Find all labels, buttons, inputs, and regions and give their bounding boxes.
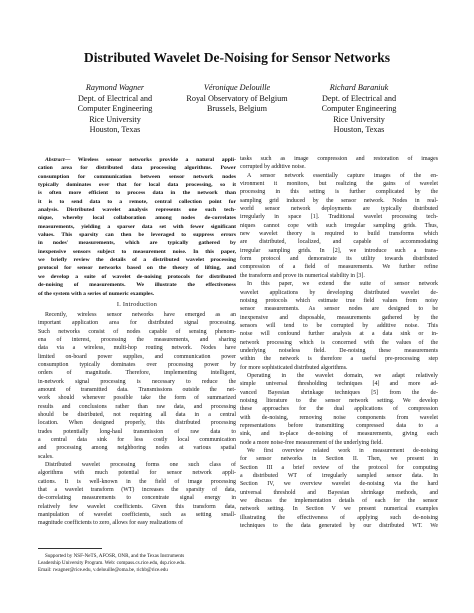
text-line: In this paper, we extend the suite of sensor network xyxy=(247,281,438,288)
text-line: inexpensive and disposable, measurements gathered by the xyxy=(240,314,438,321)
text-line: vironment it monitors, but realizing the gains of wavelet xyxy=(240,181,438,188)
text-line: with de-noising, removing noise components from wavelet xyxy=(240,414,438,421)
text-line: sampling grid induced by the sensor network. Nodes in real- xyxy=(240,197,438,204)
author-affiliation-line: Houston, Texas xyxy=(333,125,385,135)
text-line: relatively few wavelet coefficients. Given this transform data, xyxy=(38,503,236,510)
text-line: a central data sink for less costly local communication xyxy=(38,437,236,443)
paragraph xyxy=(240,172,438,280)
text-line: and processing among neighboring nodes at various spatial xyxy=(38,445,236,452)
text-line: we briefly review the details of a distributed wavelet processing xyxy=(38,257,236,264)
left-column xyxy=(38,156,236,528)
text-line: should be distributed, not requiring all data in a central xyxy=(38,411,236,418)
author-affiliation-line: Rice University xyxy=(333,114,385,124)
text-line: processing in this setting is further complicated by the xyxy=(240,189,438,196)
introduction-text xyxy=(38,311,236,528)
text-line: Such networks consist of nodes capable of sensing phenom- xyxy=(38,328,236,335)
section-heading: I. Introduction xyxy=(116,300,158,308)
abstract xyxy=(38,156,236,298)
text-line: cation area for distributed data processing algorithms. Power xyxy=(38,165,236,172)
text-line: limited on-board power supplies, and communication power xyxy=(38,353,236,360)
footnote-rule xyxy=(38,548,102,549)
text-line: for sensor networks in Section II. Then, we present in xyxy=(240,456,438,463)
text-line: noise will confound further analysis at a data sink or in- xyxy=(240,331,438,338)
text-line: manipulation of wavelet coefficients, such as setting small- xyxy=(38,512,236,519)
text-line: universal threshold and Bayesian shrinkage methods, and xyxy=(240,489,438,496)
text-line: within the network is therefore a useful pre-processing step xyxy=(240,356,438,363)
text-line: We first overview related work in measurement de-noising xyxy=(247,448,438,455)
text-line: magnitude coefficients to zero, allows for easy realizations of xyxy=(38,520,183,527)
author-affiliation-line: Brussels, Belgium xyxy=(206,104,268,114)
text-line: ena of interest, processing the measurements, and sharing xyxy=(38,336,236,343)
text-line: new wavelet theory is required to build transforms which xyxy=(240,231,438,238)
text-line: network processing which is concerned with the values of the xyxy=(240,339,438,346)
text-line: Section IV, we overview wavelet de-noising via the hard xyxy=(240,481,438,488)
text-line: important application area for distributed signal processing. xyxy=(38,320,236,327)
text-line: analysis. Distributed wavelet analysis represents one such tech- xyxy=(38,207,236,214)
text-line: results and conclusions rather than raw data, and processing xyxy=(38,403,236,410)
text-line: consumption typically dominates over processing power by xyxy=(38,361,236,368)
text-line: a distributed WT of irregularly sampled sensor data. In xyxy=(240,473,438,480)
text-line: Leadership University Program. Web: compass.cs.rice.edu, dsp.rice.edu. xyxy=(38,560,186,566)
author-affiliation-line: Royal Observatory of Belgium xyxy=(186,93,288,103)
text-line: niques cannot cope with such irregular sampling grids. Thus, xyxy=(240,222,438,229)
text-line: typically dominates over that for local data processing, so it xyxy=(38,182,236,189)
author-affiliation-line: Computer Engineering xyxy=(77,104,153,114)
right-column xyxy=(240,155,438,530)
text-line: algorithms with much potential for sensor network appli- xyxy=(38,470,236,477)
text-line: compression of a field of measurements. We further refine xyxy=(240,264,438,271)
text-line: sink, and in-place de-noising of measurements, giving each xyxy=(240,431,438,438)
text-line: wavelet applications by developing distributed wavelet de- xyxy=(240,289,438,296)
author-affiliation-line: Dept. of Electrical and xyxy=(321,93,397,103)
text-line: inexpensive sensors subject to measurement noise. In this paper, xyxy=(38,248,236,255)
text-line: vanced Bayesian shrinkage techniques [5] from the de- xyxy=(240,389,438,396)
author-block-3 xyxy=(284,83,434,136)
paragraph xyxy=(240,447,438,530)
text-line: sensor measurements. As sensor nodes are designed to be xyxy=(240,306,438,313)
paragraph xyxy=(240,280,438,372)
text-line: form protocol and demonstrate its utility towards distributed xyxy=(240,256,438,263)
text-line: representations before transmitting compressed data to a xyxy=(240,423,438,429)
paragraph xyxy=(240,155,438,172)
text-line: values. This sparsity can then be leveraged to suppress errors xyxy=(38,232,236,239)
text-line: for more sophisticated distributed algorithms. xyxy=(240,364,348,371)
text-line: we discuss the implementation details of each for the sensor xyxy=(240,498,438,505)
text-line: that a wavelet transform (WT) increases the sparsity of data, xyxy=(38,487,236,494)
text-line: Supported by NSF-NeTS, AFOSR, ONR, and the Texas Instruments xyxy=(45,553,185,559)
text-line: de-correlating measurements to concentrate signal energy in xyxy=(38,495,236,502)
text-line: Distributed wavelet processing forms one such class of xyxy=(45,462,236,469)
text-line: in-network signal processing is necessary to reduce the xyxy=(38,378,236,385)
text-line: tasks such as image compression and restoration of images xyxy=(240,156,438,162)
text-line: protocol for sensor networks based on the theory of lifting, and xyxy=(38,265,236,272)
text-line: node a more noise-free measurement of the underlying field. xyxy=(240,439,383,446)
text-line: noising literature to the sensor network setting. We develop xyxy=(240,397,438,404)
text-line: illustrating the effectiveness of applying such de-noising xyxy=(240,514,438,521)
text-line: these approaches for the dual applications of compression xyxy=(240,406,438,413)
text-line: techniques to the data generated by our distributed WT. We xyxy=(240,523,438,530)
text-line: corrupted by additive noise. xyxy=(240,164,306,171)
text-line: irregular sampling grids. In [2], we introduce such a trans- xyxy=(240,247,438,254)
text-line: is often more efficient to process data in the network than xyxy=(38,190,236,197)
text-line: de-noising of measurements. We illustrate the effectiveness xyxy=(38,282,236,289)
text-line: underlying noiseless field. De-noising these measurements xyxy=(240,347,438,354)
text-line: data via a wireless, multi-hop routing network. Nodes have xyxy=(38,345,236,352)
text-line: in nodes' measurements, which are typically gathered by xyxy=(38,240,236,247)
text-line: orders of magnitude. Therefore, implementing intelligent, xyxy=(38,370,236,377)
author-affiliation-line: Computer Engineering xyxy=(321,104,397,114)
author-name: Richard Baraniuk xyxy=(329,83,389,92)
text-line: Operating in the wavelet domain, we adapt relatively xyxy=(247,372,438,379)
text-line: scales. xyxy=(38,453,54,460)
text-line: the transform and prove its numerical stability in [3]. xyxy=(240,272,365,279)
text-line: Abstract— Wireless sensor networks provide a natural appli- xyxy=(45,157,236,163)
text-line: amount of transmitted data. Transmissions outside the net- xyxy=(38,386,236,393)
author-affiliation-line: Dept. of Electrical and xyxy=(77,93,153,103)
text-line: A sensor network essentially capture images of the en- xyxy=(247,172,438,179)
text-line: Email: rwagner@rice.edu, v.delouille@oma.be, richb@rice.edu xyxy=(38,567,168,573)
abstract-label: Abstract— xyxy=(45,157,71,163)
text-line: sensors will tend to be corrupted by additive noise. This xyxy=(240,322,438,329)
text-line: trades potentially long-haul transmission of raw data to xyxy=(38,428,236,435)
text-line: world sensor network deployments are typically distributed xyxy=(240,206,438,213)
text-line: measurements, yielding a sparser data set with fewer significant xyxy=(38,223,236,230)
text-line: location. When designed properly, this distributed processing xyxy=(38,420,236,427)
text-line: irregularly in space [1]. Traditional wavelet processing tech- xyxy=(240,214,438,221)
text-line: Section III a brief review of the protocol for computing xyxy=(240,464,438,471)
author-affiliation-line: Houston, Texas xyxy=(89,125,141,135)
text-line: we develop a suite of wavelet de-noising protocols for distributed xyxy=(38,273,236,280)
text-line: it is to send data to a remote, central collection point for xyxy=(38,198,236,205)
author-affiliation-line: Rice University xyxy=(89,114,141,124)
text-line: Recently, wireless sensor networks have emerged as an xyxy=(45,311,236,318)
text-line: network setting. In Section V we present numerical examples xyxy=(240,506,438,513)
text-line: are distributed, localized, and capable of accommodating xyxy=(240,239,438,246)
paper-title: Distributed Wavelet De-Noising for Sensor Networks xyxy=(83,50,391,65)
author-name: Véronique Delouille xyxy=(203,83,271,92)
paragraph xyxy=(240,372,438,447)
text-line: work should whenever possible take the form of summarized xyxy=(38,395,236,402)
text-line: simple universal thresholding techniques [4] and more ad- xyxy=(240,381,438,388)
text-line: of the system with a series of numeric examples. xyxy=(38,290,155,297)
footnote xyxy=(38,553,236,574)
text-line: consumption for communication between sensor network nodes xyxy=(38,173,236,180)
author-name: Raymond Wagner xyxy=(85,83,145,92)
text-line: nique, whereby local collaboration among nodes de-correlates xyxy=(38,215,236,222)
text-line: cations. It is well-known in the field of image processing xyxy=(38,478,236,485)
text-line: noising protocols which estimate true field values from noisy xyxy=(240,297,438,304)
